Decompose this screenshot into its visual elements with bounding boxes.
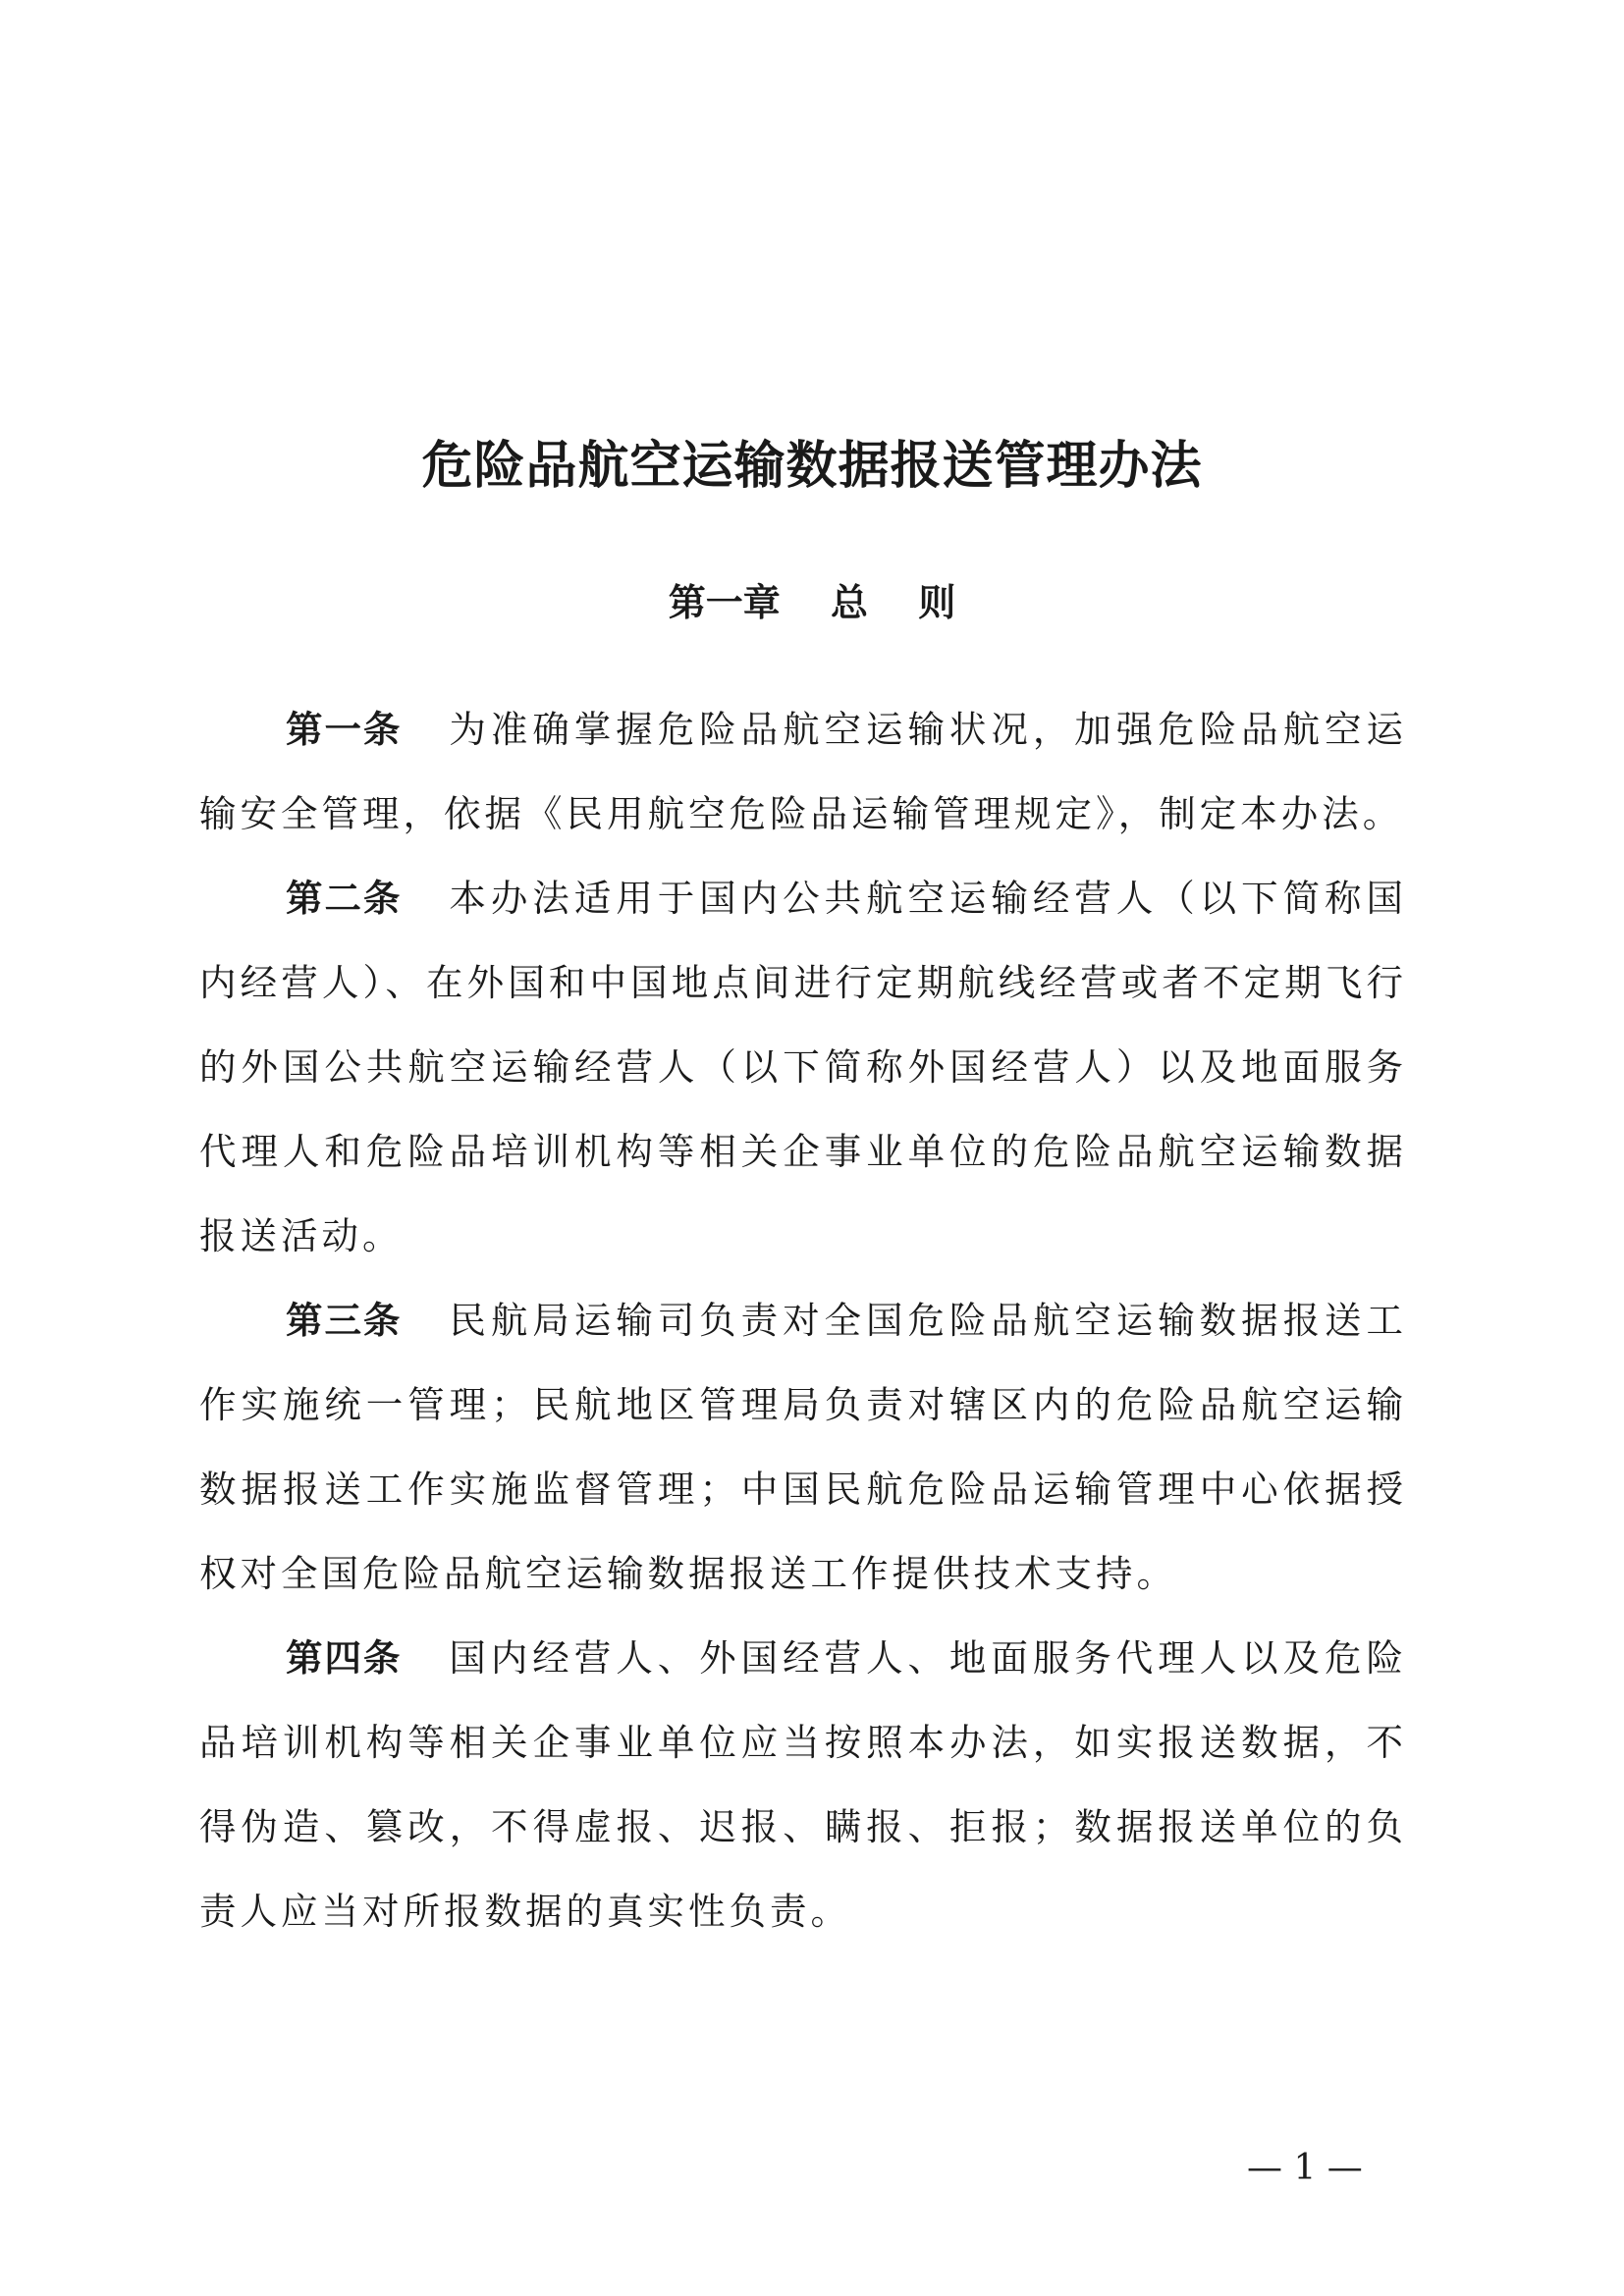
article-label: 第一条 — [286, 708, 403, 751]
article-3 — [199, 1278, 1407, 1616]
article-label: 第四条 — [286, 1636, 403, 1680]
article-text: 民航局运输司负责对全国危险品航空运输数据报送工作实施统一管理；民航地区管理局负责对辖区内的危险品航空运输数据报送工作实施监督管理；中国民航危险品运输管理中心依据授权对全国危险品航空运输数据报送工作提供技术支持。 — [199, 1299, 1408, 1595]
article-label: 第二条 — [286, 877, 403, 920]
chapter-heading: 第一章 总 则 — [668, 581, 956, 624]
page-number: — 1 — — [1247, 2148, 1363, 2188]
article-text: 本办法适用于国内公共航空运输经营人（以下简称国内经营人）、在外国和中国地点间进行定期航线经营或者不定期飞行的外国公共航空运输经营人（以下简称外国经营人）以及地面服务代理人和危险品培训机构等相关企事业单位的危险品航空运输数据报送活动。 — [199, 877, 1408, 1257]
article-1 — [199, 687, 1407, 856]
article-2 — [199, 856, 1407, 1278]
document-body — [199, 687, 1407, 1953]
article-label: 第三条 — [286, 1299, 403, 1342]
article-4 — [199, 1616, 1407, 1953]
article-text: 为准确掌握危险品航空运输状况，加强危险品航空运输安全管理，依据《民用航空危险品运输管理规定》，制定本办法。 — [199, 708, 1408, 835]
article-text: 国内经营人、外国经营人、地面服务代理人以及危险品培训机构等相关企事业单位应当按照本办法，如实报送数据，不得伪造、篡改，不得虚报、迟报、瞒报、拒报；数据报送单位的负责人应当对所报数据的真实性负责。 — [199, 1636, 1408, 1933]
page-title: 危险品航空运输数据报送管理办法 — [421, 437, 1203, 496]
